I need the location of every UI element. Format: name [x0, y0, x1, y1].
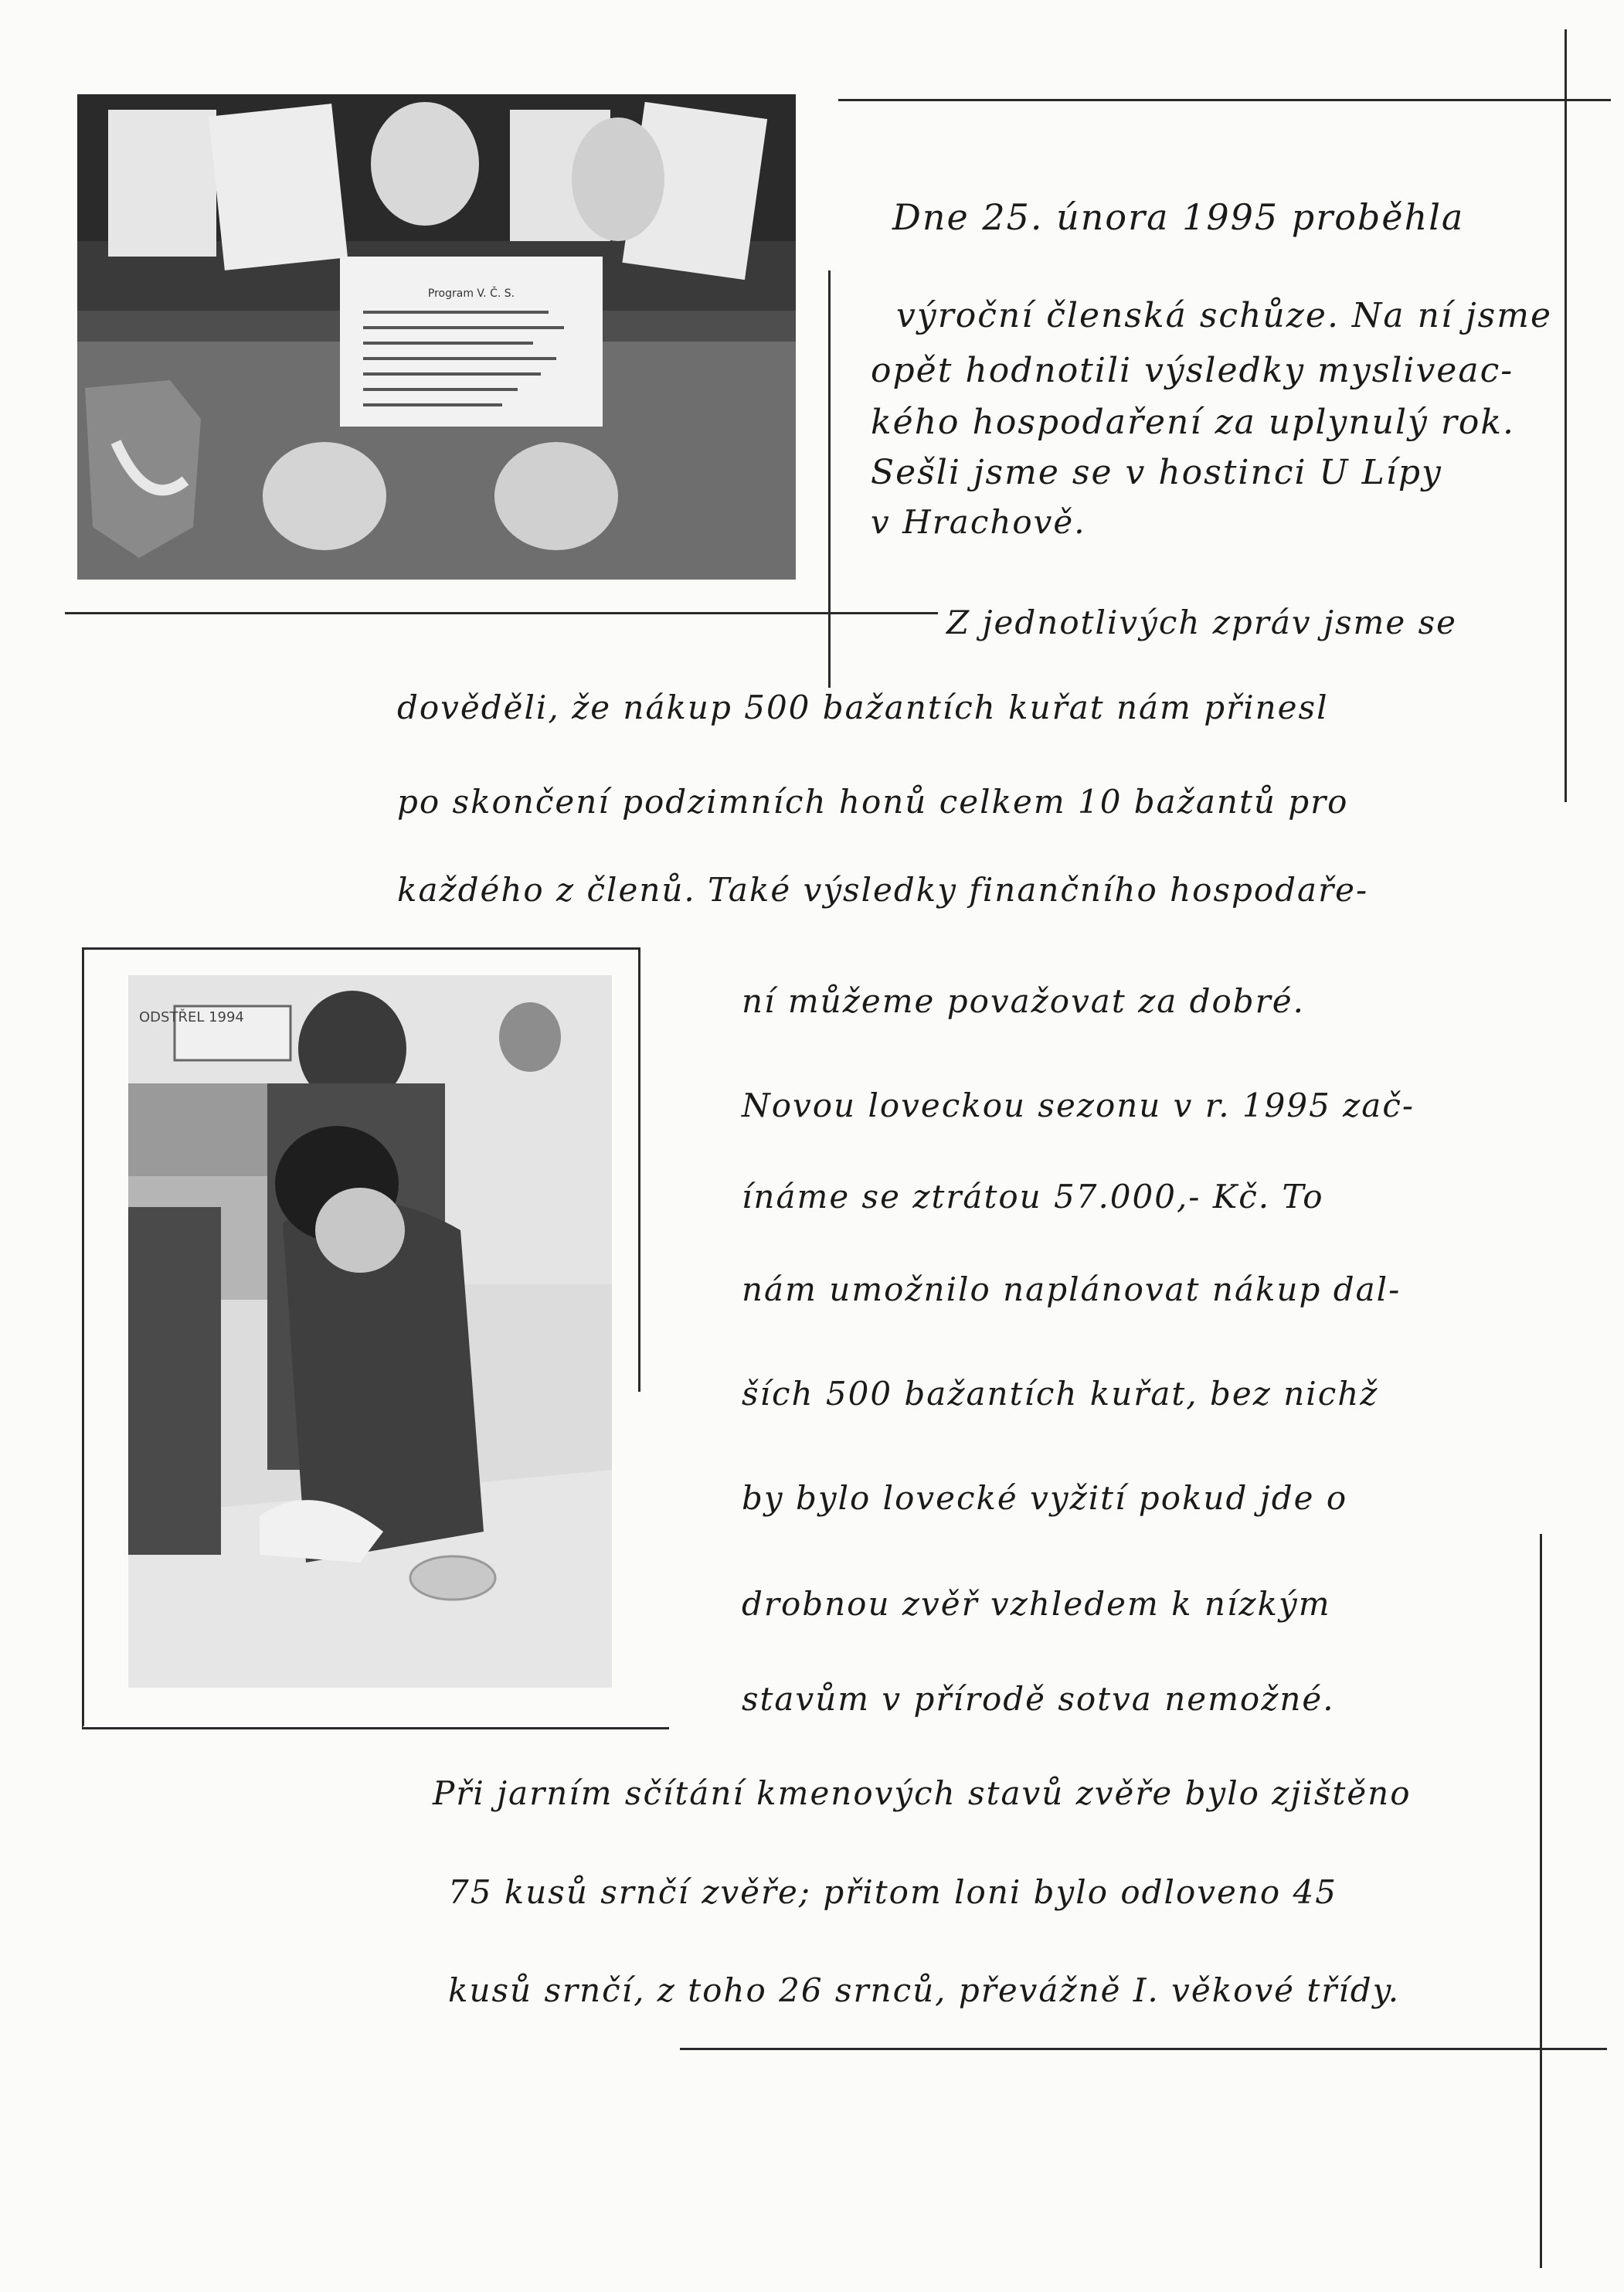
- middle-rule-line: [65, 612, 938, 614]
- frame-right-edge-upper: [638, 947, 640, 1392]
- text-line-8: dověděli, že nákup 500 bažantích kuřat nám přinesl: [397, 689, 1329, 726]
- right-vertical-rule: [1565, 29, 1567, 802]
- lower-right-vertical-rule: [1540, 1534, 1542, 2268]
- text-line-6: v Hrachově.: [871, 503, 1086, 541]
- text-line-7: Z jednotlivých zpráv jsme se: [946, 604, 1457, 641]
- photo-man-at-table-frame: [82, 947, 640, 1728]
- text-line-14: nám umožnilo naplánovat nákup dal-: [742, 1270, 1401, 1308]
- text-line-11: ní můžeme považovat za dobré.: [742, 982, 1305, 1020]
- inner-vertical-rule: [828, 270, 831, 688]
- photo-trophies-table: [77, 94, 796, 580]
- program-card-text: Program V. Č. S.: [427, 287, 515, 300]
- text-line-20: 75 kusů srnčí zvěře; přitom loni bylo odloveno 45: [448, 1873, 1337, 1911]
- text-line-5: Sešli jsme se v hostinci U Lípy: [871, 453, 1442, 492]
- text-line-15: ších 500 bažantích kuřat, bez nichž: [742, 1375, 1379, 1413]
- text-line-13: ínáme se ztrátou 57.000,- Kč. To: [742, 1178, 1324, 1216]
- text-line-21: kusů srnčí, z toho 26 srnců, převážně I. věkové třídy.: [448, 1971, 1401, 2009]
- text-line-16: by bylo lovecké vyžití pokud jde o: [742, 1479, 1348, 1517]
- top-rule-line: [838, 99, 1611, 101]
- bottom-rule-line: [680, 2048, 1607, 2050]
- text-line-4: kého hospodaření za uplynulý rok.: [871, 403, 1516, 442]
- text-line-19: Při jarním sčítání kmenových stavů zvěře bylo zjištěno: [433, 1774, 1412, 1812]
- odstrel-sign-text: ODSTŘEL 1994: [139, 1009, 244, 1025]
- text-line-3: opět hodnotili výsledky mysliveac-: [871, 351, 1514, 390]
- text-line-9: po skončení podzimních honů celkem 10 bažantů pro: [397, 783, 1349, 821]
- text-line-1: Dne 25. února 1995 proběhla: [892, 196, 1465, 238]
- text-line-17: drobnou zvěř vzhledem k nízkým: [742, 1585, 1331, 1623]
- text-line-10: každého z členů. Také výsledky finančního hospodaře-: [397, 871, 1369, 909]
- text-line-2: výroční členská schůze. Na ní jsme: [896, 296, 1553, 335]
- photo-trophies-table-image: [77, 94, 796, 580]
- text-line-18: stavům v přírodě sotva nemožné.: [742, 1680, 1335, 1718]
- text-line-12: Novou loveckou sezonu v r. 1995 zač-: [742, 1086, 1415, 1124]
